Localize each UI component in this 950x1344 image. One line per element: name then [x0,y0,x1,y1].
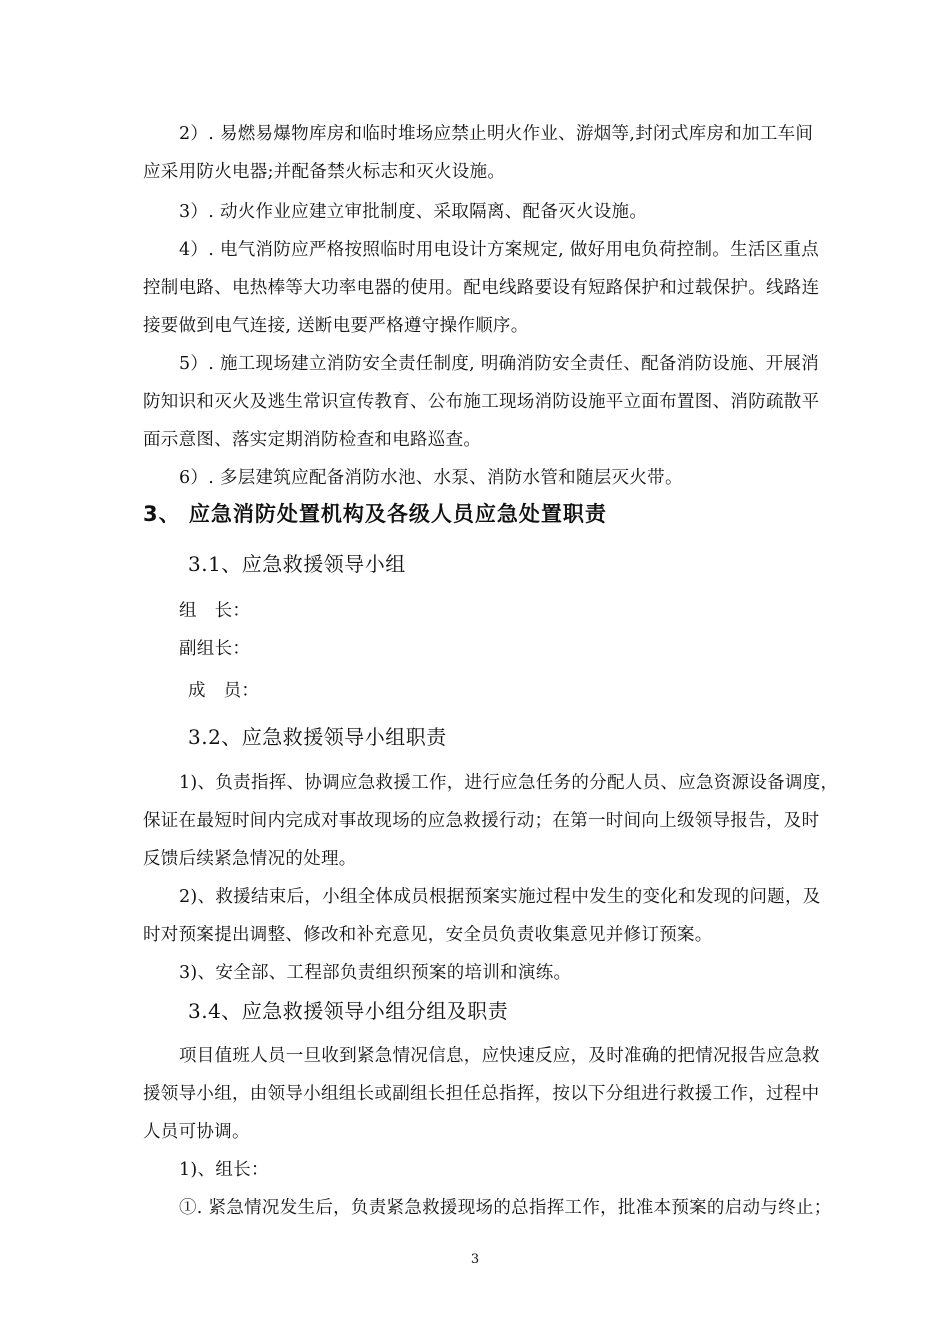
para-4-line-1: 4）. 电气消防应严格按照临时用电设计方案规定, 做好用电负荷控制。生活区重点 [179,240,820,260]
s34-intro-line-3: 人员可协调。 [143,1122,250,1142]
section-3-4-heading: 3.4、应急救援领导小组分组及职责 [188,999,509,1023]
section-3-heading: 3、 应急消防处置机构及各级人员应急处置职责 [143,502,607,526]
s32-item-2-line-1: 2)、救援结束后，小组全体成员根据预案实施过程中发生的变化和发现的问题，及 [179,887,821,907]
leader-label: 组 长： [179,601,251,621]
para-2-line-2: 应采用防火电器;并配备禁火标志和灭火设施。 [143,162,506,182]
vice-leader-label: 副组长： [179,639,251,659]
s34-intro-line-1: 项目值班人员一旦收到紧急情况信息，应快速反应，及时准确的把情况报告应急救 [179,1046,820,1066]
s34-intro-line-2: 援领导小组，由领导小组组长或副组长担任总指挥，按以下分组进行救援工作，过程中 [143,1084,820,1104]
section-3-1-heading: 3.1、应急救援领导小组 [188,552,406,576]
para-5-line-1: 5）. 施工现场建立消防安全责任制度, 明确消防安全责任、配备消防设施、开展消 [179,354,820,374]
s32-item-1-line-2: 保证在最短时间内完成对事故现场的应急救援行动；在第一时间向上级领导报告，及时 [143,811,820,831]
s32-item-3: 3)、安全部、工程部负责组织预案的培训和演练。 [179,963,572,983]
para-2-line-1: 2）. 易燃易爆物库房和临时堆场应禁止明火作业、游烟等,封闭式库房和加工车间 [179,124,814,144]
members-label: 成 员： [188,681,260,701]
s32-item-2-line-2: 时对预案提出调整、修改和补充意见，安全员负责收集意见并修订预案。 [143,925,713,945]
s32-item-1-line-1: 1)、负责指挥、协调应急救援工作，进行应急任务的分配人员、应急资源设备调度， [179,773,839,793]
para-6: 6）. 多层建筑应配备消防水池、水泵、消防水管和随层灭火带。 [179,468,683,488]
para-3: 3）. 动火作业应建立审批制度、采取隔离、配备灭火设施。 [179,202,648,222]
para-5-line-3: 面示意图、落实定期消防检查和电路巡查。 [143,430,482,450]
para-4-line-2: 控制电路、电热棒等大功率电器的使用。配电线路要设有短路保护和过载保护。线路连 [143,278,820,298]
page-number: 3 [470,1252,480,1267]
para-4-line-3: 接要做到电气连接, 送断电要严格遵守操作顺序。 [143,316,529,336]
section-3-2-heading: 3.2、应急救援领导小组职责 [188,725,447,749]
s34-group-1: 1)、组长： [179,1160,269,1180]
s32-item-1-line-3: 反馈后续紧急情况的处理。 [143,849,357,869]
para-5-line-2: 防知识和灭火及逃生常识宣传教育、公布施工现场消防设施平立面布置图、消防疏散平 [143,392,820,412]
s34-duty-1: ①. 紧急情况发生后，负责紧急救援现场的总指挥工作，批准本预案的启动与终止； [179,1198,832,1218]
